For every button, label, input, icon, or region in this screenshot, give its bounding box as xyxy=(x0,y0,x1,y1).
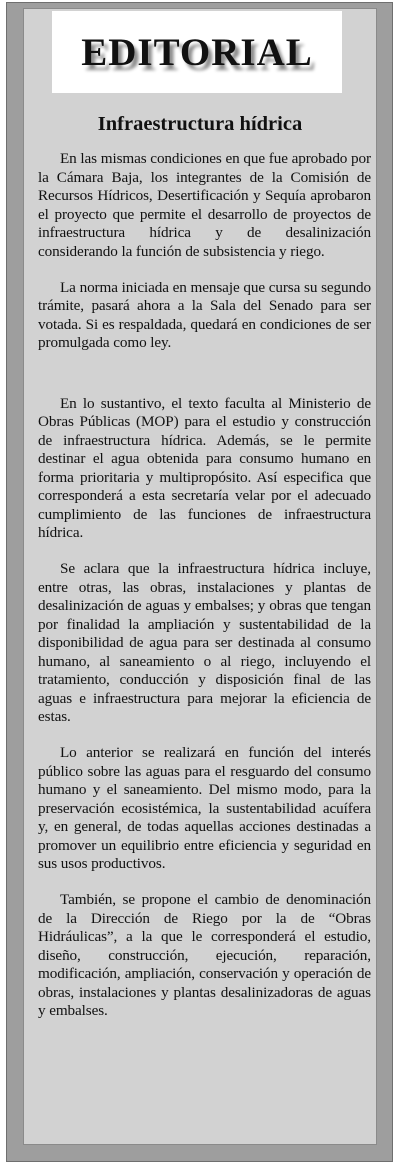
article-paragraph: Lo anterior se realizará en función del interés público sobre las aguas para el resguardo del consumo humano y el saneamiento. Del mismo modo, para la preservación ecosistémica, la sustentabilidad acuífera y, en general, de todas aquellas acciones destinadas a promover un equilibrio entre eficiencia y seguridad en sus usos productivos. xyxy=(38,744,371,872)
editorial-header xyxy=(52,11,342,93)
article-paragraph: En las mismas condiciones en que fue aprobado por la Cámara Baja, los integrantes de la Comisión de Recursos Hídricos, Desertificación y Sequía aprobaron el proyecto que permite el desarrollo de proyectos de infraestructura hídrica y de desalinización considerando la función de subsistencia y riego. xyxy=(38,150,371,260)
article-paragraph: También, se propone el cambio de denominación de la Dirección de Riego por la de “Obras Hidráulicas”, a la que le corresponderá el estudio, diseño, construcción, ejecución, reparación, modificación, ampliación, conservación y operación de obras, instalaciones y plantas desalinizadoras de aguas y embalses. xyxy=(38,891,371,1019)
article-title: Infraestructura hídrica xyxy=(97,113,303,135)
article-paragraph: En lo sustantivo, el texto faculta al Ministerio de Obras Públicas (MOP) para el estudio y construcción de infraestructura hídrica. Además, se le permite destinar el agua obtenida para consumo humano en forma prioritaria y multipropósito. Así especifica que corresponderá a esta secretaría velar por el adecuado cumplimiento de las funciones de infraestructura hídrica. xyxy=(38,394,371,541)
article-body xyxy=(38,150,371,1038)
article-paragraph: La norma iniciada en mensaje que cursa su segundo trámite, pasará ahora a la Sala del Senado para ser votada. Si es respaldada, quedará en condiciones de ser promulgada como ley. xyxy=(38,278,371,351)
article-paragraph: Se aclara que la infraestructura hídrica incluye, entre otras, las obras, instalaciones y plantas de desalinización de aguas y embalses; y obras que tengan por finalidad la ampliación y sustentabilidad de la disponibilidad de agua para ser destinada al consumo humano, al saneamiento o al riego, incluyendo el tratamiento, conducción y disposición final de las aguas e infraestructura para mejorar la eficiencia de estas. xyxy=(38,560,371,725)
editorial-header-label: EDITORIAL xyxy=(81,30,313,74)
